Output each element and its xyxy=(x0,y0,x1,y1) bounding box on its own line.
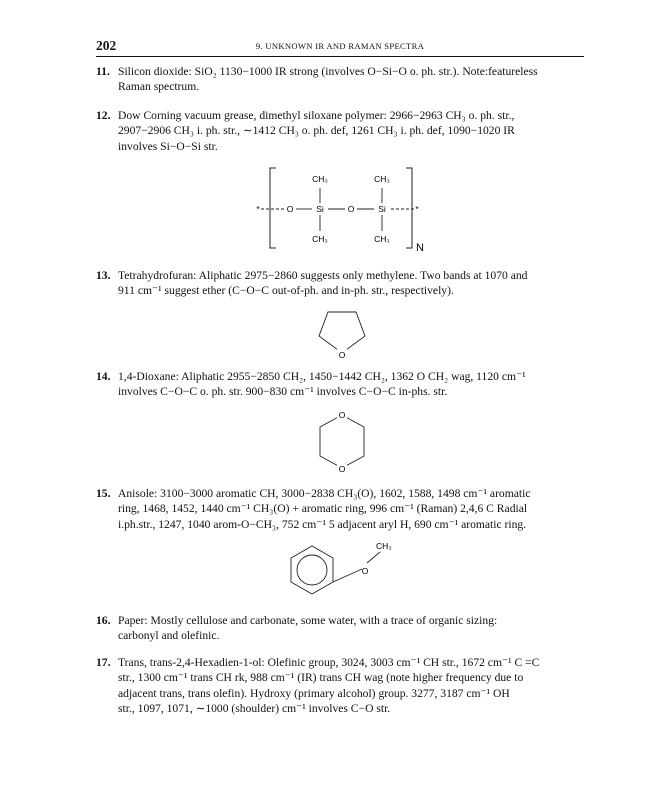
entry-line: i.ph.str., 1247, 1040 arom-O−CH₃, 752 cm⁻¹ 5 adjacent aryl H, 690 cm⁻¹ aromatic ring. xyxy=(118,517,527,531)
entry-line: involves Si−O−Si str. xyxy=(118,139,218,153)
label-star: * xyxy=(256,204,260,214)
anisole-structure-svg xyxy=(276,536,406,608)
entry-number: 13. xyxy=(96,269,111,282)
entry-line: Dow Corning vacuum grease, dimethyl siloxane polymer: 2966−2963 CH₃ o. ph. str., xyxy=(118,109,515,122)
label-oxygen: O xyxy=(338,410,346,420)
entry-12 xyxy=(96,108,586,154)
entry-line: Anisole: 3100−3000 aromatic CH, 3000−2838 CH₃(O), 1602, 1588, 1498 cm⁻¹ aromatic xyxy=(118,487,531,500)
label-oxygen: O xyxy=(347,204,355,214)
label-oxygen: O xyxy=(286,204,294,214)
dioxane-ring-svg xyxy=(304,404,380,480)
entry-text xyxy=(118,655,586,717)
label-methyl: CH₃ xyxy=(376,541,392,551)
entry-number: 11. xyxy=(96,65,110,78)
entry-line: Raman spectrum. xyxy=(118,80,200,94)
entry-text xyxy=(118,268,586,299)
label-ch3: CH₃ xyxy=(312,174,328,184)
anisole-structure-figure xyxy=(276,536,406,613)
entry-15 xyxy=(96,486,586,532)
label-ch3: CH₃ xyxy=(374,234,390,244)
entry-text xyxy=(118,486,586,532)
entry-line: ring, 1468, 1452, 1440 cm⁻¹ CH₃(O) + aromatic ring, 996 cm⁻¹ (Raman) 2,4,6 C Radial xyxy=(118,502,528,516)
siloxane-structure-svg xyxy=(250,160,440,256)
thf-ring xyxy=(319,312,365,353)
dioxane-structure-figure xyxy=(304,404,380,485)
entry-number: 17. xyxy=(96,656,111,669)
entry-text xyxy=(118,64,586,95)
label-repeat-n: N xyxy=(416,242,424,254)
dioxane-ring xyxy=(320,415,364,468)
entry-13 xyxy=(96,268,586,299)
label-ch3: CH₃ xyxy=(312,234,328,244)
label-ch3: CH₃ xyxy=(374,174,390,184)
header-rule xyxy=(96,56,584,57)
label-silicon: Si xyxy=(316,204,324,214)
label-star: * xyxy=(415,204,419,214)
label-silicon: Si xyxy=(378,204,386,214)
entry-line: str., 1300 cm⁻¹ trans CH rk, 988 cm⁻¹ (IR) trans CH wag (note higher frequency due to xyxy=(118,671,524,685)
entry-line: 1,4-Dioxane: Aliphatic 2955−2850 CH₂, 1450−1442 CH₂, 1362 O CH₂ wag, 1120 cm⁻¹ xyxy=(118,370,526,383)
entry-text xyxy=(118,613,586,644)
page-header xyxy=(96,38,584,58)
entry-line: 2907−2906 CH₃ i. ph. str., ∼1412 CH₃ o. ph. def, 1261 CH₃ i. ph. def, 1090−1020 IR xyxy=(118,124,515,138)
entry-16 xyxy=(96,613,586,644)
entry-line: Trans, trans-2,4-Hexadien-1-ol: Olefinic group, 3024, 3003 cm⁻¹ CH str., 1672 cm⁻¹ C =C xyxy=(118,656,540,669)
entry-line: Tetrahydrofuran: Aliphatic 2975−2860 suggests only methylene. Two bands at 1070 and xyxy=(118,269,528,282)
label-oxygen: O xyxy=(338,350,346,360)
entry-line: 911 cm⁻¹ suggest ether (C−O−C out-of-ph. and in-ph. str., respectively). xyxy=(118,284,454,298)
entry-number: 15. xyxy=(96,487,111,500)
entry-11 xyxy=(96,64,586,95)
bond-ring-oxygen xyxy=(333,569,362,582)
aromatic-circle xyxy=(297,555,327,585)
entry-line: carbonyl and olefinic. xyxy=(118,629,220,643)
bond-oxygen-methyl xyxy=(367,552,380,563)
page-number: 202 xyxy=(96,38,117,53)
right-bracket xyxy=(406,168,412,248)
running-head: 9. UNKNOWN IR AND RAMAN SPECTRA xyxy=(255,41,425,51)
entry-line: adjacent trans, trans olefin). Hydroxy (primary alcohol) group. 3277, 3187 cm⁻¹ OH xyxy=(118,686,510,700)
entry-line: str., 1097, 1071, ∼1000 (shoulder) cm⁻¹ involves C−O str. xyxy=(118,702,391,716)
siloxane-structure-figure xyxy=(250,160,440,261)
label-oxygen: O xyxy=(338,464,346,474)
entry-line: involves C−O−C o. ph. str. 900−830 cm⁻¹ involves C−O−C in-phs. str. xyxy=(118,385,448,399)
entry-text xyxy=(118,108,586,154)
left-bracket xyxy=(270,168,276,248)
label-oxygen: O xyxy=(361,566,369,576)
entry-number: 12. xyxy=(96,109,111,122)
entry-number: 16. xyxy=(96,614,111,627)
tetrahydrofuran-structure-figure xyxy=(306,302,378,371)
entry-17 xyxy=(96,655,586,717)
entry-line: Paper: Mostly cellulose and carbonate, some water, with a trace of organic sizing: xyxy=(118,614,498,627)
entry-number: 14. xyxy=(96,370,111,383)
entry-14 xyxy=(96,369,586,400)
entry-line: Silicon dioxide: SiO₂ 1130−1000 IR strong (involves O−Si−O o. ph. str.). Note:featureless xyxy=(118,65,538,78)
entry-text xyxy=(118,369,586,400)
thf-ring-svg xyxy=(306,302,378,366)
